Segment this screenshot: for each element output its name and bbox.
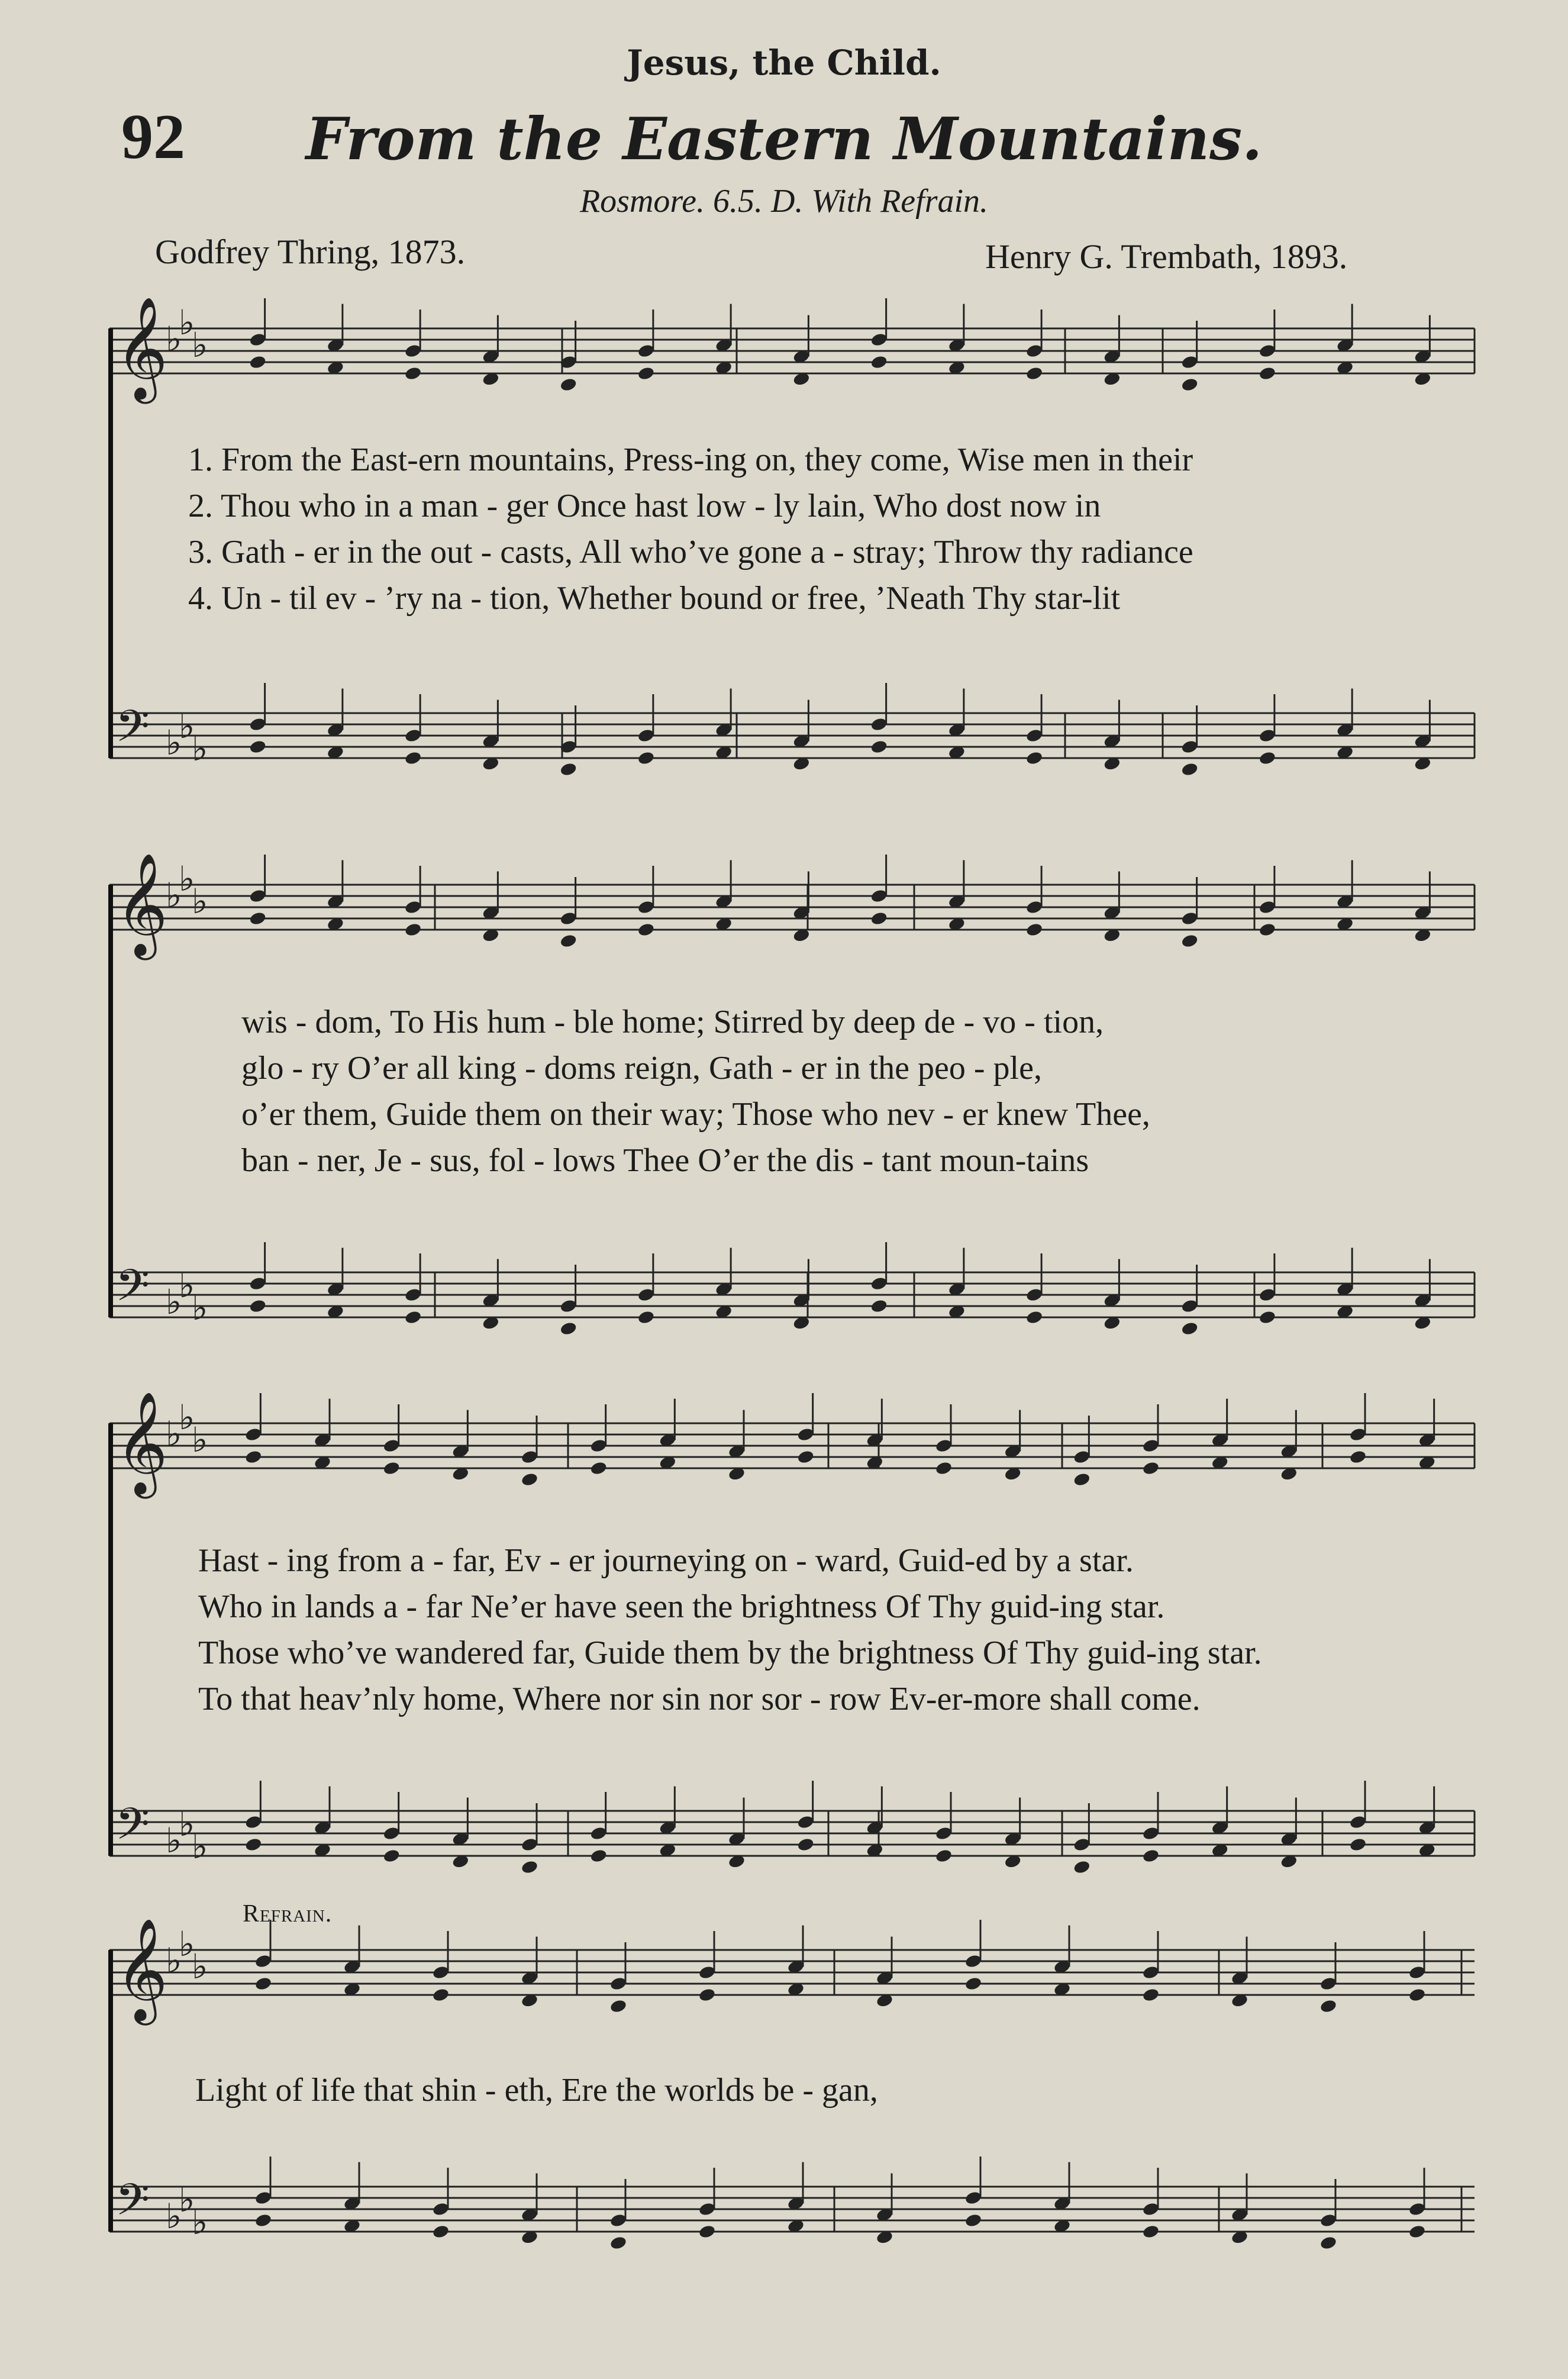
note-head	[1142, 1848, 1160, 1864]
note-head	[1142, 2224, 1160, 2239]
flat-icon: ♭	[179, 1397, 195, 1437]
note-head	[559, 1321, 577, 1336]
note-head	[404, 366, 422, 381]
flat-icon: ♭	[192, 728, 208, 769]
flat-icon: ♭	[166, 723, 182, 763]
note-head	[249, 354, 267, 370]
flat-icon: ♭	[179, 1804, 195, 1844]
note-head	[1180, 1321, 1199, 1336]
flat-icon: ♭	[179, 706, 195, 746]
flat-icon: ♭	[179, 1924, 195, 1964]
note-head	[870, 739, 888, 755]
flat-icon: ♭	[192, 1946, 208, 1987]
verse-4-line-1: 4. Un - til ev - ’ry na - tion, Whether bound or free, ’Neath Thy star-lit	[188, 580, 1121, 617]
note-head	[637, 922, 656, 937]
flat-icon: ♭	[179, 2180, 195, 2220]
note-head	[1073, 1859, 1091, 1875]
note-head	[1142, 1461, 1160, 1476]
note-head	[559, 933, 577, 949]
flat-icon: ♭	[166, 2196, 182, 2236]
verse-2-line-3: Who in lands a - far Ne’er have seen the brightness Of Thy guid-ing star.	[198, 1588, 1165, 1625]
verse-3-line-2: o’er them, Guide them on their way; Those who nev - er knew Thee,	[241, 1096, 1150, 1133]
section-heading: Jesus, the Child.	[627, 43, 941, 83]
note-head	[1408, 2224, 1427, 2239]
treble-clef-icon: 𝄞	[115, 1391, 168, 1494]
bass-clef-icon: 𝄢	[115, 701, 150, 763]
note-head	[637, 366, 656, 381]
note-head	[698, 2224, 717, 2239]
note-head	[1025, 922, 1044, 937]
verse-1-line-1: 1. From the East-ern mountains, Press-ing on, they come, Wise men in their	[188, 441, 1193, 478]
note-head	[935, 1461, 953, 1476]
note-head	[1142, 1987, 1160, 2003]
treble-clef-icon: 𝄞	[115, 853, 168, 956]
note-head	[249, 1298, 267, 1314]
note-head	[1349, 1837, 1367, 1852]
note-head	[609, 1998, 628, 2014]
flat-icon: ♭	[166, 1820, 182, 1861]
note-head	[404, 922, 422, 937]
tune-info: Rosmore. 6.5. D. With Refrain.	[579, 183, 989, 220]
note-head	[589, 1461, 608, 1476]
flat-icon: ♭	[179, 859, 195, 899]
verse-3-line-3: Those who’ve wandered far, Guide them by the brightness Of Thy guid-ing star.	[198, 1635, 1262, 1671]
note-head	[1073, 1472, 1091, 1487]
note-head	[1259, 366, 1277, 381]
note-head	[244, 1837, 263, 1852]
bass-clef-icon: 𝄢	[115, 1798, 150, 1861]
note-head	[1259, 1310, 1277, 1325]
note-head	[432, 1987, 450, 2003]
note-head	[382, 1848, 401, 1864]
note-head	[559, 377, 577, 392]
flat-icon: ♭	[179, 1265, 195, 1305]
note-head	[244, 1449, 263, 1465]
treble-clef-icon: 𝄞	[115, 296, 168, 399]
note-head	[1349, 1449, 1367, 1465]
verse-1-line-3: Hast - ing from a - far, Ev - er journeying on - ward, Guid-ed by a star.	[198, 1542, 1134, 1579]
note-head	[521, 1472, 539, 1487]
note-head	[935, 1848, 953, 1864]
note-head	[1259, 922, 1277, 937]
flat-icon: ♭	[192, 2202, 208, 2242]
note-head	[254, 2213, 273, 2228]
note-head	[1180, 377, 1199, 392]
note-head	[1025, 366, 1044, 381]
note-head	[521, 1859, 539, 1875]
verse-2-line-2: glo - ry O’er all king - doms reign, Gath - er in the peo - ple,	[241, 1050, 1042, 1087]
note-head	[249, 911, 267, 926]
note-head	[404, 1310, 422, 1325]
note-head	[1180, 762, 1199, 777]
note-head	[637, 750, 656, 766]
note-head	[1259, 750, 1277, 766]
treble-clef-icon: 𝄞	[115, 1918, 168, 2021]
note-head	[404, 750, 422, 766]
note-head	[870, 911, 888, 926]
note-head	[870, 354, 888, 370]
note-head	[698, 1987, 717, 2003]
refrain-label: Refrain.	[243, 1900, 333, 1927]
note-head	[254, 1976, 273, 1991]
verse-1-line-2: wis - dom, To His hum - ble home; Stirred by deep de - vo - tion,	[241, 1004, 1104, 1040]
note-head	[1180, 933, 1199, 949]
note-head	[589, 1848, 608, 1864]
bass-clef-icon: 𝄢	[115, 1260, 150, 1322]
note-head	[1319, 1998, 1338, 2014]
verse-4-line-2: ban - ner, Je - sus, fol - lows Thee O’er the dis - tant moun-tains	[241, 1142, 1089, 1179]
hymn-number: 92	[121, 102, 185, 172]
note-head	[964, 2213, 983, 2228]
verse-3-line-1: 3. Gath - er in the out - casts, All who’ve gone a - stray; Throw thy radiance	[188, 534, 1193, 570]
flat-icon: ♭	[192, 1826, 208, 1867]
composer-credit: Henry G. Trembath, 1893.	[985, 237, 1348, 276]
note-head	[964, 1976, 983, 1991]
hymn-title: From the Eastern Mountains.	[305, 105, 1263, 173]
note-head	[1025, 1310, 1044, 1325]
note-head	[1025, 750, 1044, 766]
flat-icon: ♭	[166, 1940, 182, 1981]
note-head	[609, 2235, 628, 2251]
verse-4-line-3: To that heav’nly home, Where nor sin nor sor - row Ev-er-more shall come.	[198, 1681, 1201, 1717]
verse-2-line-1: 2. Thou who in a man - ger Once hast low - ly lain, Who dost now in	[188, 488, 1101, 524]
note-head	[1319, 2235, 1338, 2251]
bass-clef-icon: 𝄢	[115, 2174, 150, 2236]
note-head	[796, 1449, 815, 1465]
note-head	[637, 1310, 656, 1325]
flat-icon: ♭	[166, 319, 182, 359]
note-head	[382, 1461, 401, 1476]
author-credit: Godfrey Thring, 1873.	[155, 233, 466, 271]
refrain-line: Light of life that shin - eth, Ere the worlds be - gan,	[195, 2072, 878, 2109]
note-head	[432, 2224, 450, 2239]
note-head	[796, 1837, 815, 1852]
flat-icon: ♭	[166, 1282, 182, 1322]
flat-icon: ♭	[192, 1288, 208, 1328]
flat-icon: ♭	[166, 1414, 182, 1454]
flat-icon: ♭	[192, 881, 208, 921]
flat-icon: ♭	[166, 875, 182, 916]
note-head	[559, 762, 577, 777]
flat-icon: ♭	[192, 1420, 208, 1460]
note-head	[1408, 1987, 1427, 2003]
flat-icon: ♭	[192, 325, 208, 365]
note-head	[870, 1298, 888, 1314]
note-head	[249, 739, 267, 755]
flat-icon: ♭	[179, 302, 195, 343]
